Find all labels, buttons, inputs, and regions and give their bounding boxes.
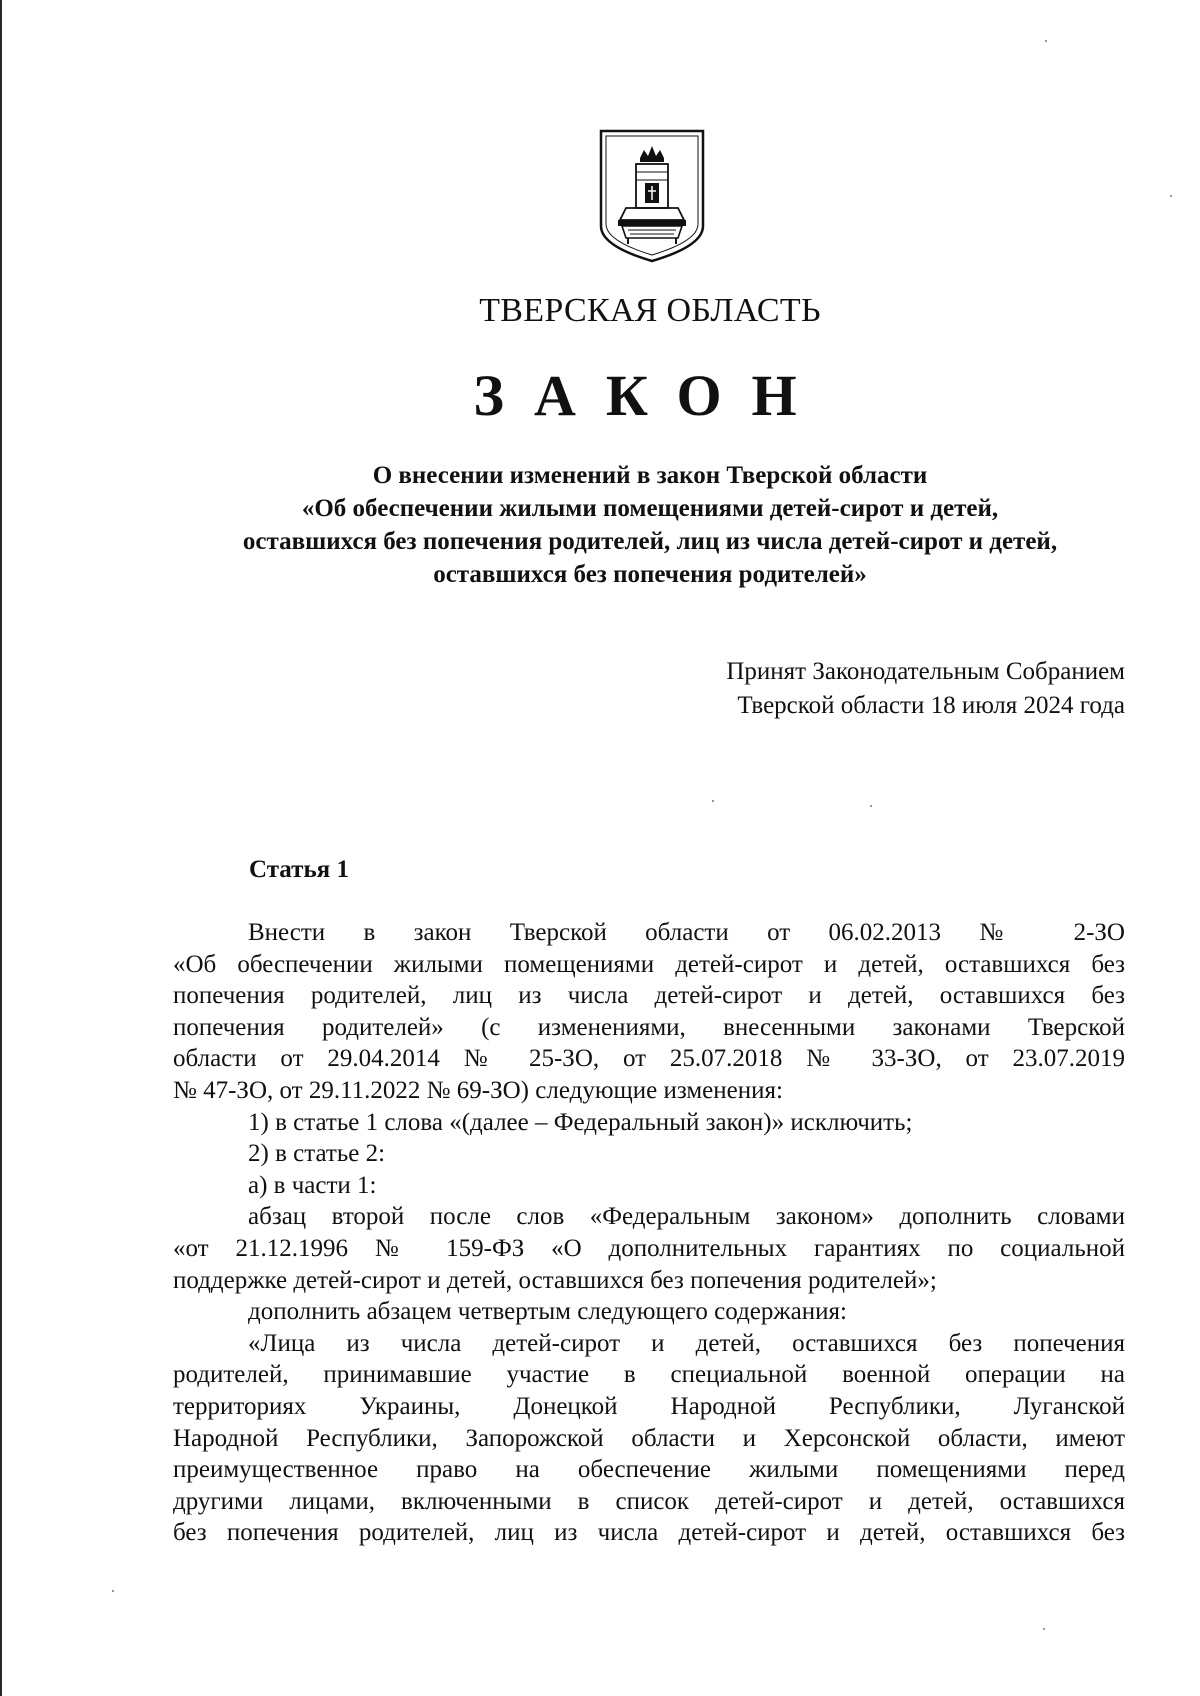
body-line: попечения родителей, лиц из числа детей-сирот и детей, оставшихся без — [173, 982, 1125, 1010]
scan-speck — [1043, 1628, 1045, 1630]
law-title-line: оставшихся без попечения родителей» — [433, 561, 867, 588]
law-title-line: «Об обеспечении жилыми помещениями детей-сирот и детей, — [301, 495, 999, 522]
body-line: родителей, принимавшие участие в специальной военной операции на — [173, 1361, 1125, 1389]
body-line: № 47-ЗО, от 29.11.2022 № 69-ЗО) следующие изменения: — [173, 1076, 783, 1104]
scan-speck — [712, 800, 714, 802]
body-line: «от 21.12.1996 № 159-ФЗ «О дополнительных гарантиях по социальной — [173, 1234, 1125, 1262]
scan-speck — [1045, 40, 1047, 42]
body-line: а) в части 1: — [248, 1171, 377, 1199]
document-type: ЗАКОН — [473, 363, 827, 428]
body-line: территориях Украины, Донецкой Народной Республики, Луганской — [173, 1392, 1125, 1420]
adoption-line: Тверской области 18 июля 2024 года — [737, 692, 1125, 719]
law-title — [0, 459, 1200, 591]
scan-speck — [870, 805, 872, 807]
law-title-line: О внесении изменений в закон Тверской области — [372, 462, 928, 489]
body-line: поддержке детей-сирот и детей, оставшихся без попечения родителей»; — [173, 1266, 937, 1294]
body-line: 2) в статье 2: — [248, 1140, 386, 1168]
article-heading: Статья 1 — [249, 856, 349, 883]
body-line: 1) в статье 1 слова «(далее – Федеральный закон)» исключить; — [248, 1108, 913, 1136]
scan-speck — [1170, 195, 1172, 197]
body-line: попечения родителей» (с изменениями, внесенными законами Тверской — [173, 1013, 1125, 1041]
body-line: преимущественное право на обеспечение жилыми помещениями перед — [173, 1456, 1125, 1484]
body-line: без попечения родителей, лиц из числа детей-сирот и детей, оставшихся без — [173, 1519, 1125, 1547]
adoption-line: Принят Законодательным Собранием — [726, 658, 1125, 685]
body-line: абзац второй после слов «Федеральным законом» дополнить словами — [248, 1203, 1125, 1231]
tver-region-coat-of-arms — [598, 128, 706, 264]
article-body — [173, 917, 1125, 1549]
adoption-note — [726, 655, 1125, 723]
body-line: области от 29.04.2014 № 25-ЗО, от 25.07.2018 № 33-ЗО, от 23.07.2019 — [173, 1045, 1125, 1073]
body-line: «Об обеспечении жилыми помещениями детей-сирот и детей, оставшихся без — [173, 950, 1125, 978]
scan-left-edge — [0, 0, 2, 1696]
body-line: дополнить абзацем четвертым следующего содержания: — [248, 1298, 847, 1326]
body-line: Народной Республики, Запорожской области и Херсонской области, имеют — [173, 1424, 1125, 1452]
body-line: Внести в закон Тверской области от 06.02.2013 № 2-ЗО — [248, 919, 1125, 946]
body-line: другими лицами, включенными в список детей-сирот и детей, оставшихся — [173, 1487, 1125, 1515]
law-title-line: оставшихся без попечения родителей, лиц из числа детей-сирот и детей, — [242, 528, 1058, 555]
region-name: ТВЕРСКАЯ ОБЛАСТЬ — [479, 292, 821, 329]
body-line: «Лица из числа детей-сирот и детей, оставшихся без попечения — [248, 1329, 1125, 1357]
scan-speck — [112, 1590, 114, 1592]
